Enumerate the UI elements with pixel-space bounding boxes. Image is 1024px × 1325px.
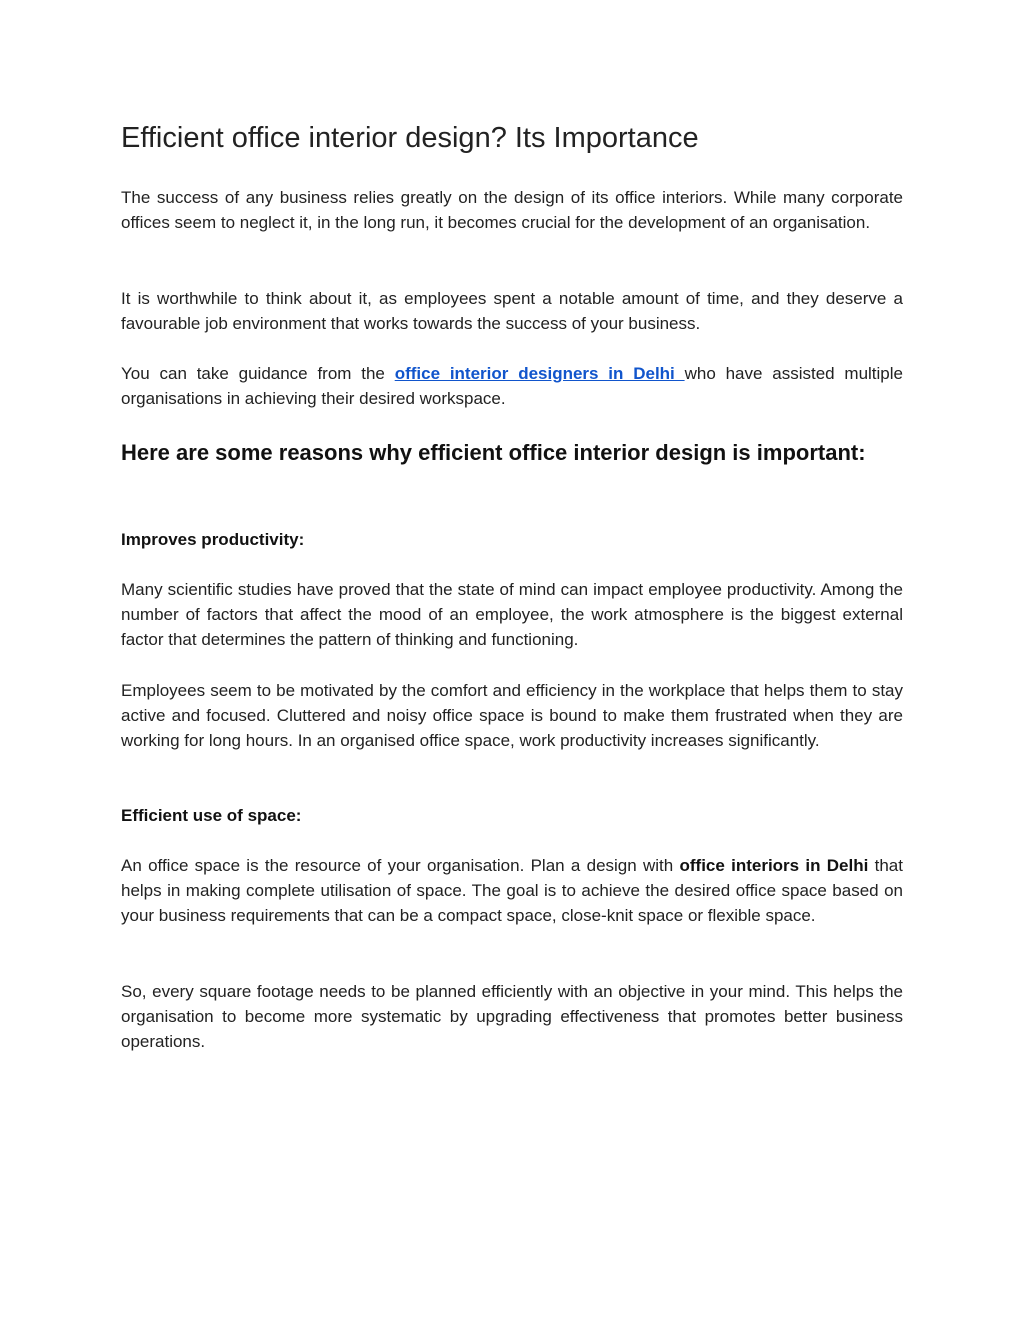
section-heading-productivity: Improves productivity: (121, 530, 305, 549)
guidance-text-before: You can take guidance from the (121, 364, 395, 383)
space-paragraph-2: So, every square footage needs to be planned efficiently with an objective in your mind. This helps the organisation to become more systematic by upgrading effectiveness that promotes better business operations. (121, 982, 903, 1051)
document-title: Efficient office interior design? Its Importance (121, 122, 699, 154)
office-interior-designers-link[interactable]: office interior designers in Delhi (394, 364, 685, 383)
section-heading-space: Efficient use of space: (121, 806, 302, 825)
space-text-after: that helps in making complete utilisation of space. The goal is to achieve the desired office space based on your business requirements that can be a compact space, close-knit space or flexible space. (121, 856, 903, 925)
reasons-heading: Here are some reasons why efficient office interior design is important: (121, 440, 866, 465)
guidance-paragraph (121, 361, 903, 411)
intro-paragraph-2: It is worthwhile to think about it, as employees spent a notable amount of time, and they deserve a favourable job environment that works towards the success of your business. (121, 289, 903, 333)
space-paragraph-1 (121, 853, 903, 928)
productivity-paragraph-2: Employees seem to be motivated by the comfort and efficiency in the workplace that helps them to stay active and focused. Cluttered and noisy office space is bound to make them frustrated when they are working for long hours. In an organised office space, work productivity increases significantly. (121, 681, 903, 750)
office-interiors-delhi-bold: office interiors in Delhi (679, 856, 869, 875)
guidance-text-after: who have assisted multiple organisations in achieving their desired workspace. (121, 364, 903, 408)
intro-paragraph-1: The success of any business relies greatly on the design of its office interiors. While many corporate offices seem to neglect it, in the long run, it becomes crucial for the development of an organisation. (121, 188, 903, 232)
space-text-before: An office space is the resource of your organisation. Plan a design with (121, 856, 680, 875)
productivity-paragraph-1: Many scientific studies have proved that the state of mind can impact employee productivity. Among the number of factors that affect the mood of an employee, the work atmosphere is the biggest external factor that determines the pattern of thinking and functioning. (121, 580, 903, 649)
